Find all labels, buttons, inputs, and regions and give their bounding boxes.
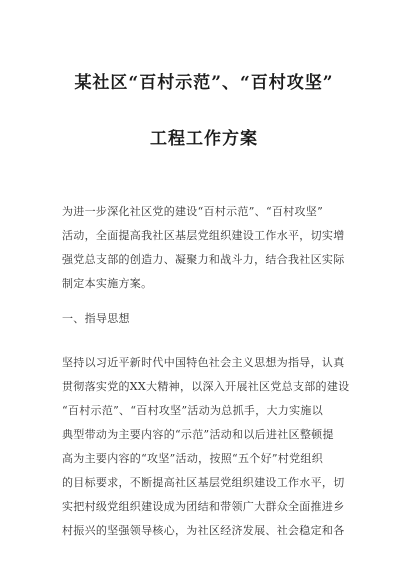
intro-line: 制定本实施方案。 — [62, 277, 153, 290]
document-title-line2: 工程工作方案 — [150, 129, 258, 149]
intro-line: 为进一步深化社区党的建设“百村示范”、“百村攻坚” — [62, 205, 323, 218]
paragraph-line: “百村示范”、“百村攻坚”活动为总抓手，大力实施以 — [62, 404, 323, 417]
paragraph-line: 典型带动为主要内容的“示范”活动和以后进社区整顿提 — [62, 428, 334, 441]
section-heading-guiding-ideology: 一、指导思想 — [62, 312, 130, 325]
paragraph-line: 村振兴的坚强领导核心，为社区经济发展、社会稳定和各 — [62, 524, 345, 537]
paragraph-line: 坚持以习近平新时代中国特色社会主义思想为指导，认真 — [62, 356, 345, 369]
paragraph-line: 实把村级党组织建设成为团结和带领广大群众全面推进乡 — [62, 500, 345, 513]
intro-paragraph — [62, 200, 362, 296]
paragraph-line: 高为主要内容的“攻坚”活动，按照“五个好”村党组织 — [62, 452, 323, 465]
paragraph-line: 的目标要求，不断提高社区基层党组织建设工作水平，切 — [62, 476, 345, 489]
intro-line: 活动，全面提高我社区基层党组织建设工作水平，切实增 — [62, 229, 345, 242]
guiding-ideology-paragraph — [62, 351, 362, 543]
intro-line: 强党总支部的创造力、凝聚力和战斗力，结合我社区实际 — [62, 253, 345, 266]
paragraph-line: 贯彻落实党的XX大精神，以深入开展社区党总支部的建设 — [62, 380, 350, 393]
document-title-line1: 某社区“百村示范”、“百村攻坚” — [74, 73, 334, 93]
